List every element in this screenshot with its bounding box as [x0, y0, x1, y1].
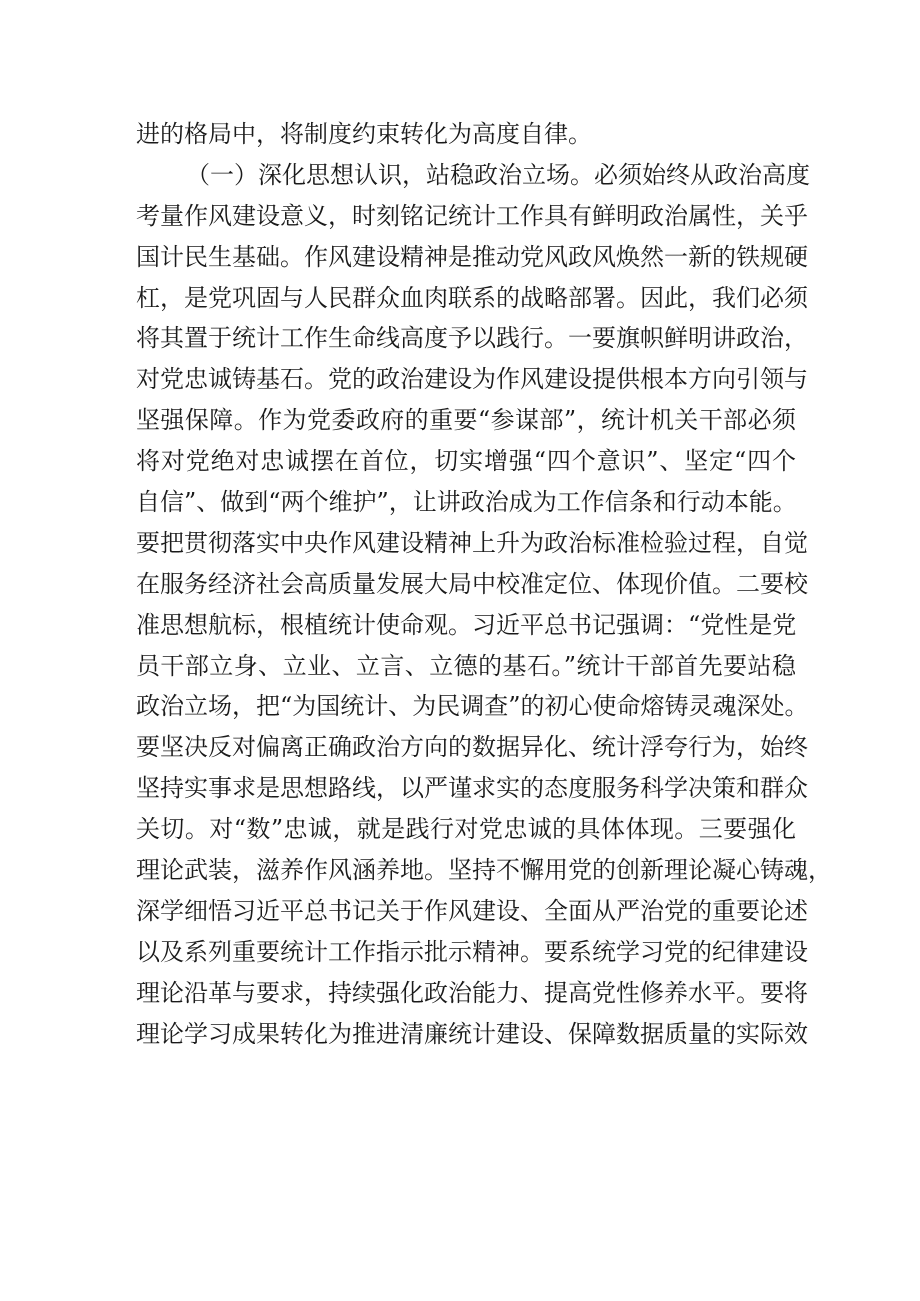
text-line: 将其置于统计工作生命线高度予以践行。一要旗帜鲜明讲政治，	[136, 324, 808, 353]
text-line: 理论学习成果转化为推进清廉统计建设、保障数据质量的实际效	[136, 1019, 808, 1048]
text-line: 以及系列重要统计工作指示批示精神。要系统学习党的纪律建设	[136, 937, 808, 966]
text-line: 国计民生基础。作风建设精神是推动党风政风焕然一新的铁规硬	[136, 242, 808, 271]
text-line: 关切。对“数”忠诚，就是践行对党忠诚的具体体现。三要强化	[136, 815, 796, 844]
text-line: 杠，是党巩固与人民群众血肉联系的战略部署。因此，我们必须	[136, 283, 808, 312]
text-line: 对党忠诚铸基石。党的政治建设为作风建设提供根本方向引领与	[136, 365, 808, 394]
text-line: 坚强保障。作为党委政府的重要“参谋部”，统计机关干部必须	[136, 406, 796, 435]
text-line: 考量作风建设意义，时刻铭记统计工作具有鲜明政治属性，关乎	[136, 201, 808, 230]
text-line: 准思想航标，根植统计使命观。习近平总书记强调：“党性是党	[136, 610, 797, 639]
text-line: 员干部立身、立业、立言、立德的基石。”统计干部首先要站稳	[136, 651, 796, 680]
text-line: 进的格局中，将制度约束转化为高度自律。	[136, 120, 592, 148]
text-line: 理论武装，滋养作风涵养地。坚持不懈用党的创新理论凝心铸魂，	[136, 856, 832, 885]
paragraph-heading-line: （一）深化思想认识，站稳政治立场。必须始终从政治高度	[186, 160, 810, 189]
text-line: 要坚决反对偏离正确政治方向的数据异化、统计浮夸行为，始终	[136, 733, 808, 762]
text-line: 在服务经济社会高质量发展大局中校准定位、体现价值。二要校	[136, 569, 808, 598]
text-line: 将对党绝对忠诚摆在首位，切实增强“四个意识”、坚定“四个	[136, 447, 796, 476]
text-line: 自信”、做到“两个维护”，让讲政治成为工作信条和行动本能。	[136, 488, 797, 517]
text-line: 坚持实事求是思想路线，以严谨求实的态度服务科学决策和群众	[136, 774, 808, 803]
body-text	[136, 114, 832, 1054]
text-line: 理论沿革与要求，持续强化政治能力、提高党性修养水平。要将	[136, 978, 808, 1007]
text-line: 要把贯彻落实中央作风建设精神上升为政治标准检验过程，自觉	[136, 528, 808, 557]
text-line: 政治立场，把“为国统计、为民调查”的初心使命熔铸灵魂深处。	[136, 692, 809, 721]
text-line: 深学细悟习近平总书记关于作风建设、全面从严治党的重要论述	[136, 896, 808, 925]
